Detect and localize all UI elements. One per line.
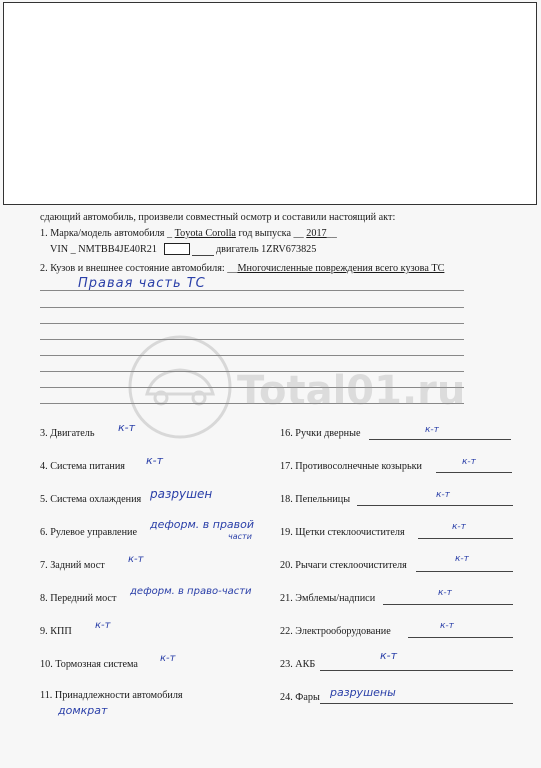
left-item-value: к-т	[95, 620, 111, 631]
engine-value: 1ZRV673825	[261, 244, 317, 255]
right-item-label: 24. Фары	[280, 692, 320, 703]
left-item-value: к-т	[128, 554, 144, 565]
left-item-label: 11. Принадлежности автомобиля	[40, 690, 183, 701]
right-item-value: к-т	[425, 425, 439, 435]
left-item-label: 8. Передний мост	[40, 593, 117, 604]
left-item-value: разрушен	[150, 487, 213, 501]
left-item-label: 5. Система охлаждения	[40, 494, 142, 505]
engine-text	[216, 244, 316, 256]
body-note-rule	[40, 403, 464, 404]
vin-value: NMTBB4JE40R21	[78, 244, 157, 255]
intro-line: сдающий автомобиль, произвели совместный осмотр и составили настоящий акт:	[40, 212, 396, 223]
right-item-value: к-т	[380, 649, 398, 662]
left-item-label: 3. Двигатель	[40, 428, 95, 439]
vin-label: VIN	[50, 244, 69, 255]
left-item-label: 9. КПП	[40, 626, 72, 637]
left-item-label: 6. Рулевое управление	[40, 527, 137, 538]
body-note-rule	[40, 371, 464, 372]
body-damage-note: Многочисленные повреждения всего кузова ТС	[237, 263, 445, 274]
right-item-line	[357, 505, 513, 506]
left-item-value: домкрат	[58, 704, 108, 717]
left-item-value: деформ. в право-части	[130, 586, 252, 597]
right-item-label: 16. Ручки дверные	[280, 428, 361, 439]
body-note-rule	[40, 290, 464, 291]
vin-blank-line	[192, 255, 214, 256]
right-item-value: к-т	[436, 490, 450, 500]
right-item-line	[418, 538, 513, 539]
make-model-value: Toyota Corolla	[174, 228, 236, 239]
right-item-label: 21. Эмблемы/надписи	[280, 593, 376, 604]
left-item-label: 4. Система питания	[40, 461, 125, 472]
left-item-value: к-т	[118, 421, 136, 434]
left-item-value: деформ. в правой	[150, 518, 255, 531]
right-item-label: 23. АКБ	[280, 659, 316, 670]
right-item-label: 22. Электрооборудование	[280, 626, 391, 637]
body-note-rule	[40, 355, 464, 356]
right-item-label: 17. Противосолнечные козырьки	[280, 461, 422, 472]
left-item-value: к-т	[146, 454, 164, 467]
item2-label: 2. Кузов и внешнее состояние автомобиля:	[40, 263, 225, 274]
engine-label: двигатель	[216, 244, 259, 255]
year-value: 2017	[306, 228, 327, 239]
left-item-label: 10. Тормозная система	[40, 659, 138, 670]
right-item-line	[408, 637, 513, 638]
right-item-line	[416, 571, 513, 572]
right-item-value: разрушены	[330, 686, 396, 699]
body-note-rule	[40, 387, 464, 388]
right-item-label: 20. Рычаги стеклоочистителя	[280, 560, 407, 571]
item1-line: 1. Марка/модель автомобиля _ Toyota Corolla год выпуска __ 2017__	[40, 228, 337, 239]
right-item-value: к-т	[462, 457, 476, 467]
left-item-value-cont: части	[228, 532, 252, 541]
body-handwritten-note: Правая часть ТС	[78, 276, 206, 291]
redacted-header-area	[3, 2, 537, 205]
body-note-rule	[40, 339, 464, 340]
right-item-label: 19. Щетки стеклоочистителя	[280, 527, 405, 538]
vin-label-text: VIN _ NMTBB4JE40R21	[50, 244, 157, 255]
right-item-value: к-т	[452, 522, 466, 532]
right-item-line	[436, 472, 512, 473]
right-item-line	[320, 703, 513, 704]
right-item-line	[369, 439, 511, 440]
right-item-label: 18. Пепельницы	[280, 494, 351, 505]
right-item-value: к-т	[455, 554, 469, 564]
year-label: год выпуска	[238, 228, 291, 239]
right-item-line	[320, 670, 513, 671]
watermark-text: Total01.ru	[237, 368, 466, 414]
right-item-value: к-т	[440, 621, 454, 631]
item1-label: 1. Марка/модель автомобиля	[40, 228, 165, 239]
left-item-label: 7. Задний мост	[40, 560, 105, 571]
right-item-value: к-т	[438, 588, 452, 598]
right-item-line	[383, 604, 513, 605]
body-note-rule	[40, 307, 464, 308]
vin-hidden-box	[164, 243, 190, 255]
body-note-rule	[40, 323, 464, 324]
item2-line: 2. Кузов и внешнее состояние автомобиля: __Многочисленные повреждения всего кузова ТС	[40, 263, 445, 274]
left-item-value: к-т	[160, 653, 176, 664]
